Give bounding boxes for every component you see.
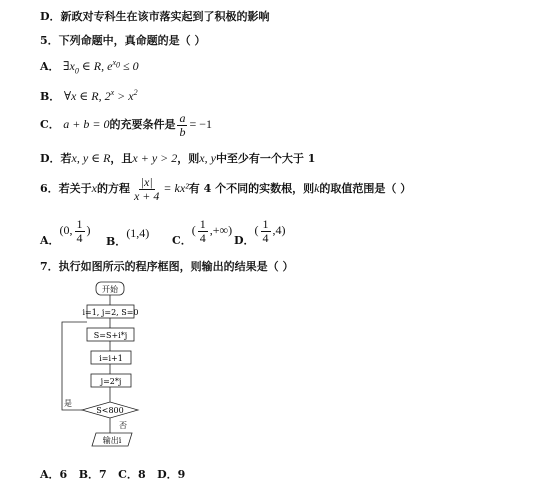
option-label: B． bbox=[106, 235, 127, 248]
start-label: 开始 bbox=[102, 285, 118, 294]
q5-option-c bbox=[40, 112, 212, 138]
question-5-title: 5．下列命题中，真命题的是（ ） bbox=[40, 34, 206, 47]
fraction: $\frac{1}{4}$ bbox=[76, 217, 83, 245]
option-label: A． bbox=[40, 234, 60, 248]
step2-label: i=i+1 bbox=[99, 354, 123, 363]
q6-option-a: A．(0, $\frac{1}{4}$ ) bbox=[40, 217, 91, 248]
q6-option-d: D．( $\frac{1}{4}$ ,4) bbox=[234, 217, 286, 248]
option-label: C． bbox=[40, 118, 60, 132]
fraction: $\frac{1}{4}$ bbox=[262, 217, 269, 245]
program-flowchart bbox=[56, 276, 166, 456]
q7-answers: A．6 B．7 C．8 D．9 bbox=[40, 468, 186, 481]
option-math: a + b = 0 bbox=[63, 117, 110, 132]
option-label: C． bbox=[172, 234, 192, 248]
step3-label: j=2*j bbox=[100, 377, 122, 386]
option-label: D． bbox=[40, 10, 61, 23]
question-6-title: 6．若关于x的方程 $\frac{|x|}{x + 4}$ = kx²有 4 个不同的实数根，则k的取值范围是（ ） bbox=[40, 175, 412, 203]
step1-label: S=S+i*j bbox=[93, 331, 128, 340]
option-label: D． bbox=[40, 152, 61, 165]
option-math: ∀x ∈ R, $2^x > x^2$ bbox=[63, 88, 138, 103]
q5-option-d: D．若x, y ∈ R，且x + y > 2，则x, y中至少有一个大于 1 bbox=[40, 151, 316, 165]
q5-option-a bbox=[40, 58, 139, 75]
option-math: $\exists x_0$ ∈ R, $e^{x_0} \le 0$ bbox=[63, 58, 139, 76]
fraction: $\frac{a}{b}$ bbox=[179, 111, 186, 139]
option-label: B． bbox=[40, 90, 61, 103]
option-math: = −1 bbox=[189, 117, 213, 132]
q5-option-b bbox=[40, 88, 138, 104]
option-d-previous bbox=[40, 8, 270, 24]
init-label: i=1, j=2, S=0 bbox=[82, 308, 139, 317]
option-text: 新政对专科生在该市落实起到了积极的影响 bbox=[60, 10, 270, 23]
fraction: $\frac{1}{4}$ bbox=[199, 217, 206, 245]
output-label: 输出i bbox=[102, 436, 122, 445]
option-label: A． bbox=[40, 60, 60, 73]
q6-option-c: C．( $\frac{1}{4}$ ,+∞) bbox=[172, 217, 233, 248]
fraction: $\frac{|x|}{x + 4}$ bbox=[133, 175, 160, 203]
condition-label: S<800 bbox=[96, 406, 124, 415]
option-label: D． bbox=[234, 234, 255, 248]
q6-option-b: B．(1,4) bbox=[106, 226, 150, 248]
question-7-title: 7．执行如图所示的程序框图，则输出的结果是（ ） bbox=[40, 260, 294, 273]
no-label: 否 bbox=[119, 421, 127, 430]
option-text: 的充要条件是 bbox=[109, 118, 176, 132]
loop-arrow bbox=[62, 322, 87, 410]
yes-label: 是 bbox=[64, 399, 72, 408]
